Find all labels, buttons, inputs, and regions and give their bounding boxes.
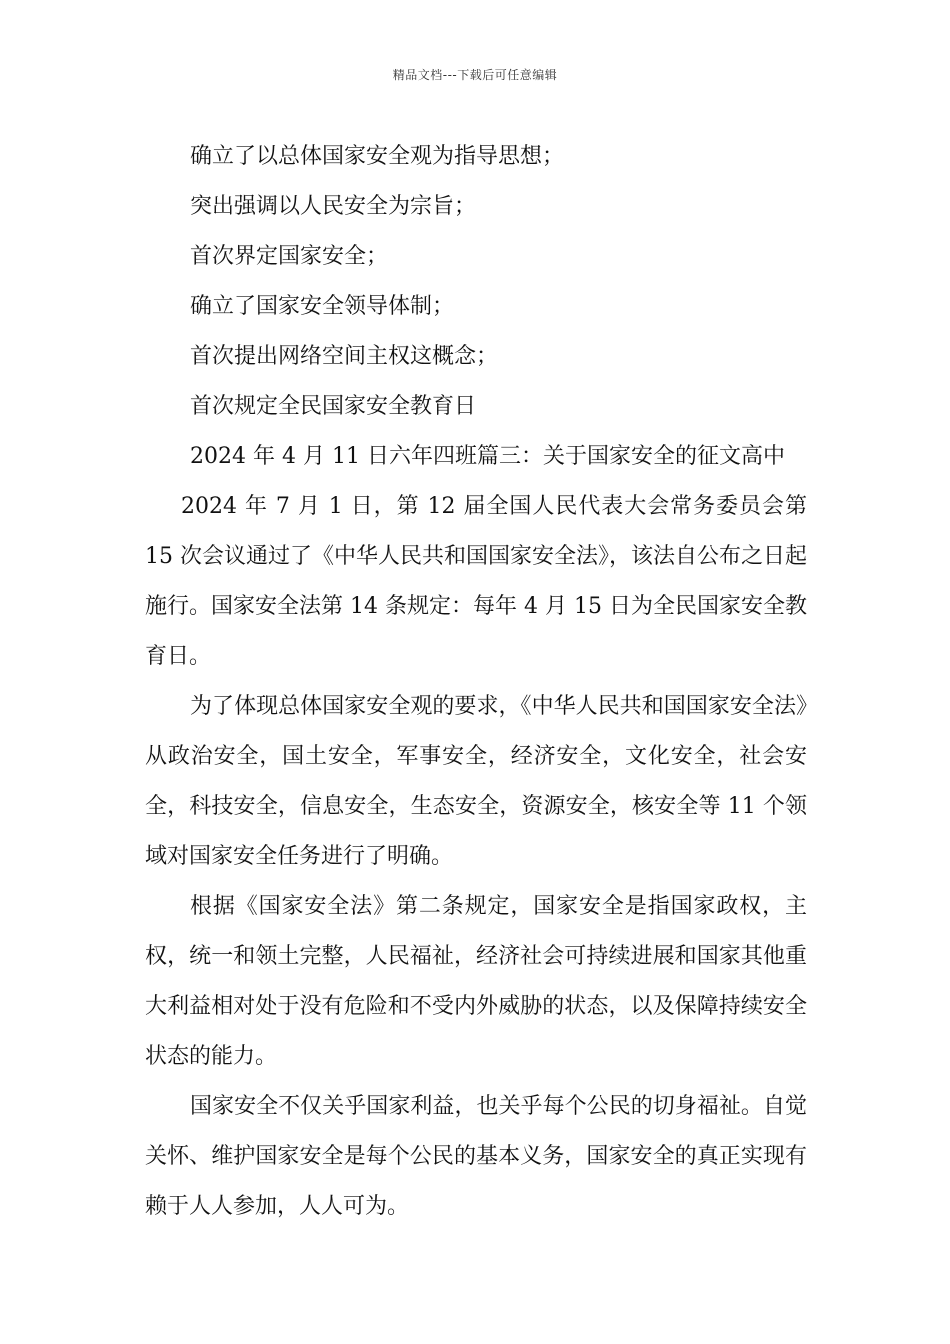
- paragraph: 2024 年 7 月 1 日，第 12 届全国人民代表大会常务委员会第 15 次会议通过了《中华人民共和国国家安全法》，该法自公布之日起施行。国家安全法第 14 条规定：每年 4 月 15 日为全民国家安全教育日。: [145, 494, 807, 669]
- list-item: 首次提出网络空间主权这概念；: [190, 344, 499, 369]
- paragraph: 为了体现总体国家安全观的要求，《中华人民共和国国家安全法》从政治安全，国土安全，军事安全，经济安全，文化安全，社会安全，科技安全，信息安全，生态安全，资源安全，核安全等 11 个领域对国家安全任务进行了明确。: [145, 694, 807, 869]
- paragraph: 国家安全不仅关乎国家利益，也关乎每个公民的切身福祉。自觉关怀、维护国家安全是每个公民的基本义务，国家安全的真正实现有赖于人人参加，人人可为。: [145, 1094, 807, 1219]
- document-body: [145, 132, 807, 1232]
- list-item: 突出强调以人民安全为宗旨；: [190, 194, 477, 219]
- list-item: 首次界定国家安全；: [190, 244, 389, 269]
- section-title: 2024 年 4 月 11 日六年四班篇三：关于国家安全的征文高中: [190, 444, 785, 469]
- paragraph: 根据《国家安全法》第二条规定，国家安全是指国家政权，主权，统一和领土完整，人民福祉，经济社会可持续进展和国家其他重大利益相对处于没有危险和不受内外威胁的状态，以及保障持续安全状态的能力。: [145, 894, 807, 1069]
- list-item: 确立了以总体国家安全观为指导思想；: [190, 144, 565, 169]
- page-header: 精品文档---下载后可任意编辑: [392, 68, 558, 82]
- list-item: 确立了国家安全领导体制；: [190, 294, 455, 319]
- list-item: 首次规定全民国家安全教育日: [190, 394, 477, 419]
